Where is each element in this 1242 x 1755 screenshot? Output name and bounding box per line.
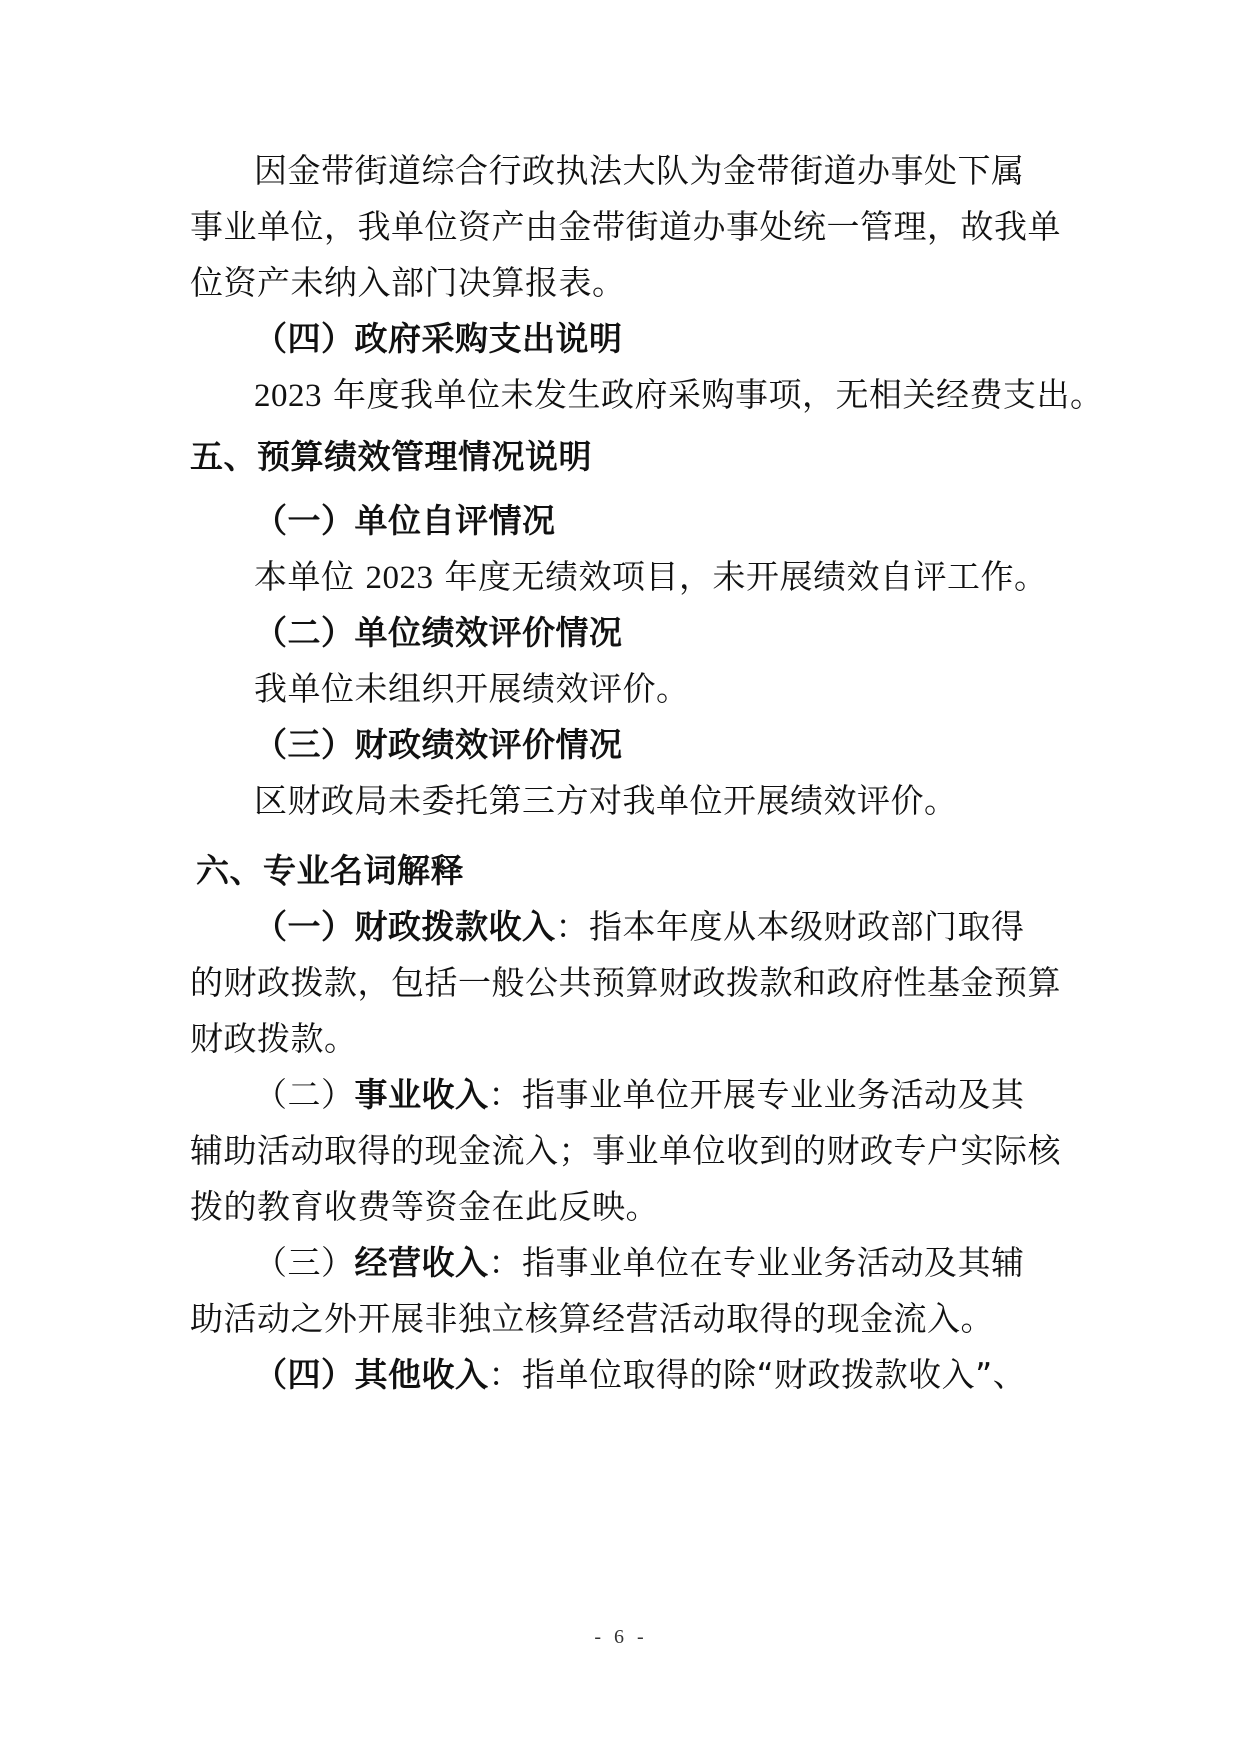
section-5-sub-3-heading: （三）财政绩效评价情况: [254, 725, 623, 764]
procurement-heading: （四）政府采购支出说明: [254, 319, 623, 358]
definition-3-line-1: [254, 1242, 1134, 1284]
definition-2-line-2: 辅助活动取得的现金流入；事业单位收到的财政专户实际核: [190, 1131, 1061, 1170]
sub-1-year: 2023: [365, 560, 434, 596]
asset-note-line-3: 位资产未纳入部门决算报表。: [190, 263, 626, 302]
definition-1-term: （一）财政拨款收入: [254, 907, 556, 946]
section-6-heading: 六、专业名词解释: [196, 851, 464, 890]
definition-2-line-3: 拨的教育收费等资金在此反映。: [190, 1187, 659, 1226]
procurement-body: 年度我单位未发生政府采购事项，无相关经费支出。: [322, 375, 1104, 414]
definition-1-line-2: 的财政拨款，包括一般公共预算财政拨款和政府性基金预算: [190, 963, 1061, 1002]
definition-1-line-1: [254, 906, 1134, 948]
section-5-heading: 五、预算绩效管理情况说明: [190, 437, 592, 476]
section-5-sub-2-text: 我单位未组织开展绩效评价。: [254, 669, 690, 708]
page-number: - 6 -: [594, 1626, 648, 1648]
definition-2-text: ：指事业单位开展专业业务活动及其: [488, 1075, 1025, 1114]
section-5-sub-2-heading: （二）单位绩效评价情况: [254, 613, 623, 652]
definition-3-line-2: 助活动之外开展非独立核算经营活动取得的现金流入。: [190, 1299, 994, 1338]
definition-4-text: ：指单位取得的除“财政拨款收入”、: [488, 1355, 1027, 1394]
definition-3-text: ：指事业单位在专业业务活动及其辅: [488, 1243, 1025, 1282]
definition-2-term: 事业收入: [354, 1075, 489, 1114]
procurement-year: 2023: [254, 378, 322, 414]
section-5-sub-1-heading: （一）单位自评情况: [254, 501, 556, 540]
definition-2-line-1: [254, 1074, 1134, 1116]
asset-note-line-2: 事业单位，我单位资产由金带街道办事处统一管理，故我单: [190, 207, 1061, 246]
definition-4-line-1: [254, 1354, 1134, 1396]
section-5-sub-1-text: [254, 556, 1134, 599]
sub-1-body: 年度无绩效项目，未开展绩效自评工作。: [433, 557, 1048, 596]
asset-note-line-1: 因金带街道综合行政执法大队为金带街道办事处下属: [254, 151, 1025, 190]
definition-3-term: 经营收入: [354, 1243, 489, 1282]
section-5-sub-3-text: 区财政局未委托第三方对我单位开展绩效评价。: [254, 781, 958, 820]
definition-1-text: ：指本年度从本级财政部门取得: [555, 907, 1025, 946]
definition-4-term: （四）其他收入: [254, 1355, 489, 1394]
sub-1-prefix: 本单位: [254, 557, 366, 596]
procurement-text: [254, 374, 1134, 417]
definition-1-line-3: 财政拨款。: [190, 1019, 358, 1058]
definition-3-number: （三）: [254, 1243, 355, 1282]
definition-2-number: （二）: [254, 1075, 355, 1114]
